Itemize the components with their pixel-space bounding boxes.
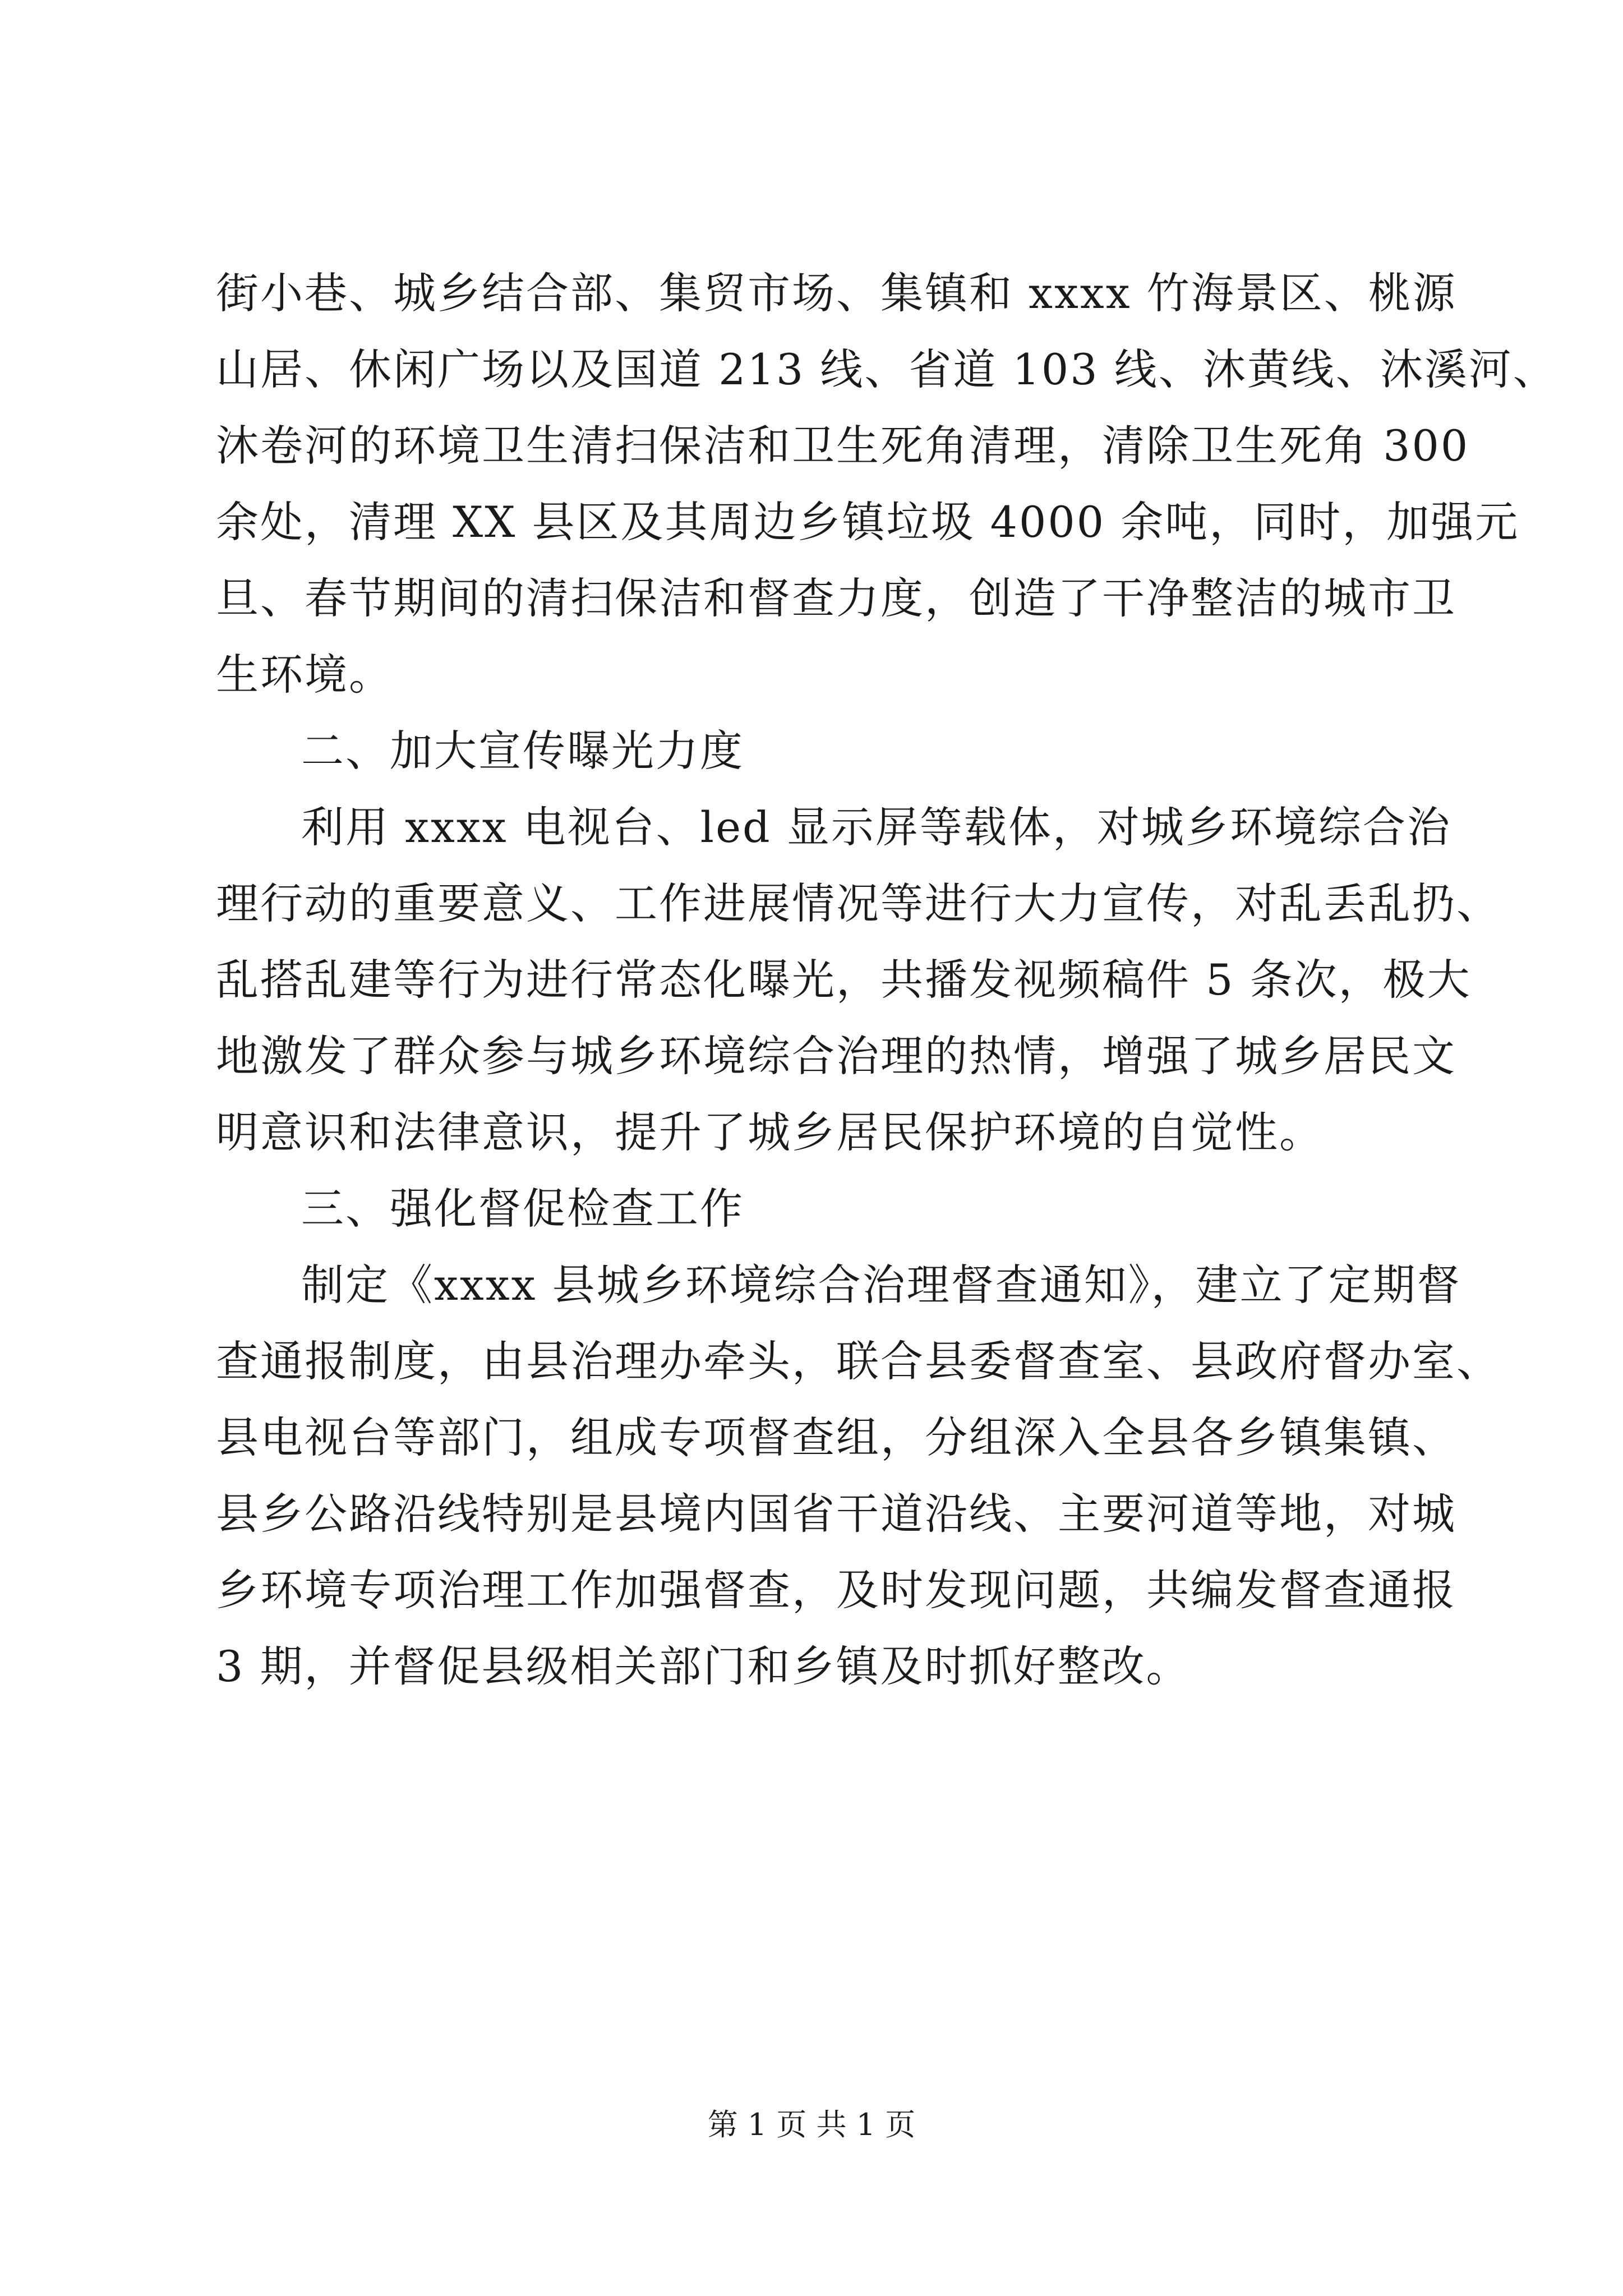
- section-heading: 二、加大宣传曝光力度: [301, 726, 744, 776]
- paragraph-line: 生环境。: [216, 650, 393, 700]
- paragraph-line: 沐卷河的环境卫生清扫保洁和卫生死角清理，清除卫生死角 300: [216, 421, 1470, 471]
- paragraph-line: 制定《xxxx 县城乡环境综合治理督查通知》，建立了定期督: [301, 1260, 1461, 1310]
- paragraph-line: 街小巷、城乡结合部、集贸市场、集镇和 xxxx 竹海景区、桃源: [216, 268, 1457, 318]
- paragraph-line: 理行动的重要意义、工作进展情况等进行大力宣传，对乱丢乱扔、: [216, 878, 1501, 928]
- paragraph-line: 查通报制度，由县治理办牵头，联合县委督查室、县政府督办室、: [216, 1336, 1501, 1386]
- paragraph-line: 利用 xxxx 电视台、led 显示屏等载体，对城乡环境综合治: [301, 802, 1451, 852]
- paragraph-line: 县电视台等部门，组成专项督查组，分组深入全县各乡镇集镇、: [216, 1412, 1456, 1462]
- section-heading: 三、强化督促检查工作: [301, 1184, 744, 1234]
- paragraph-line: 3 期，并督促县级相关部门和乡镇及时抓好整改。: [216, 1641, 1191, 1691]
- page-number: 第 1 页 共 1 页: [707, 2107, 916, 2142]
- paragraph-line: 县乡公路沿线特别是县境内国省干道沿线、主要河道等地，对城: [216, 1489, 1456, 1539]
- document-body: [216, 255, 1557, 1705]
- paragraph-line: 山居、休闲广场以及国道 213 线、省道 103 线、沐黄线、沐溪河、: [216, 344, 1557, 394]
- paragraph-line: 乱搭乱建等行为进行常态化曝光，共播发视频稿件 5 条次，极大: [216, 955, 1472, 1005]
- paragraph-line: 地激发了群众参与城乡环境综合治理的热情，增强了城乡居民文: [216, 1031, 1456, 1081]
- paragraph-line: 旦、春节期间的清扫保洁和督查力度，创造了干净整洁的城市卫: [216, 573, 1456, 623]
- paragraph-line: 余处，清理 XX 县区及其周边乡镇垃圾 4000 余吨，同时，加强元: [216, 497, 1520, 547]
- paragraph-line: 乡环境专项治理工作加强督查，及时发现问题，共编发督查通报: [216, 1565, 1456, 1615]
- paragraph-line: 明意识和法律意识，提升了城乡居民保护环境的自觉性。: [216, 1107, 1324, 1157]
- page-footer: [0, 2102, 1623, 2147]
